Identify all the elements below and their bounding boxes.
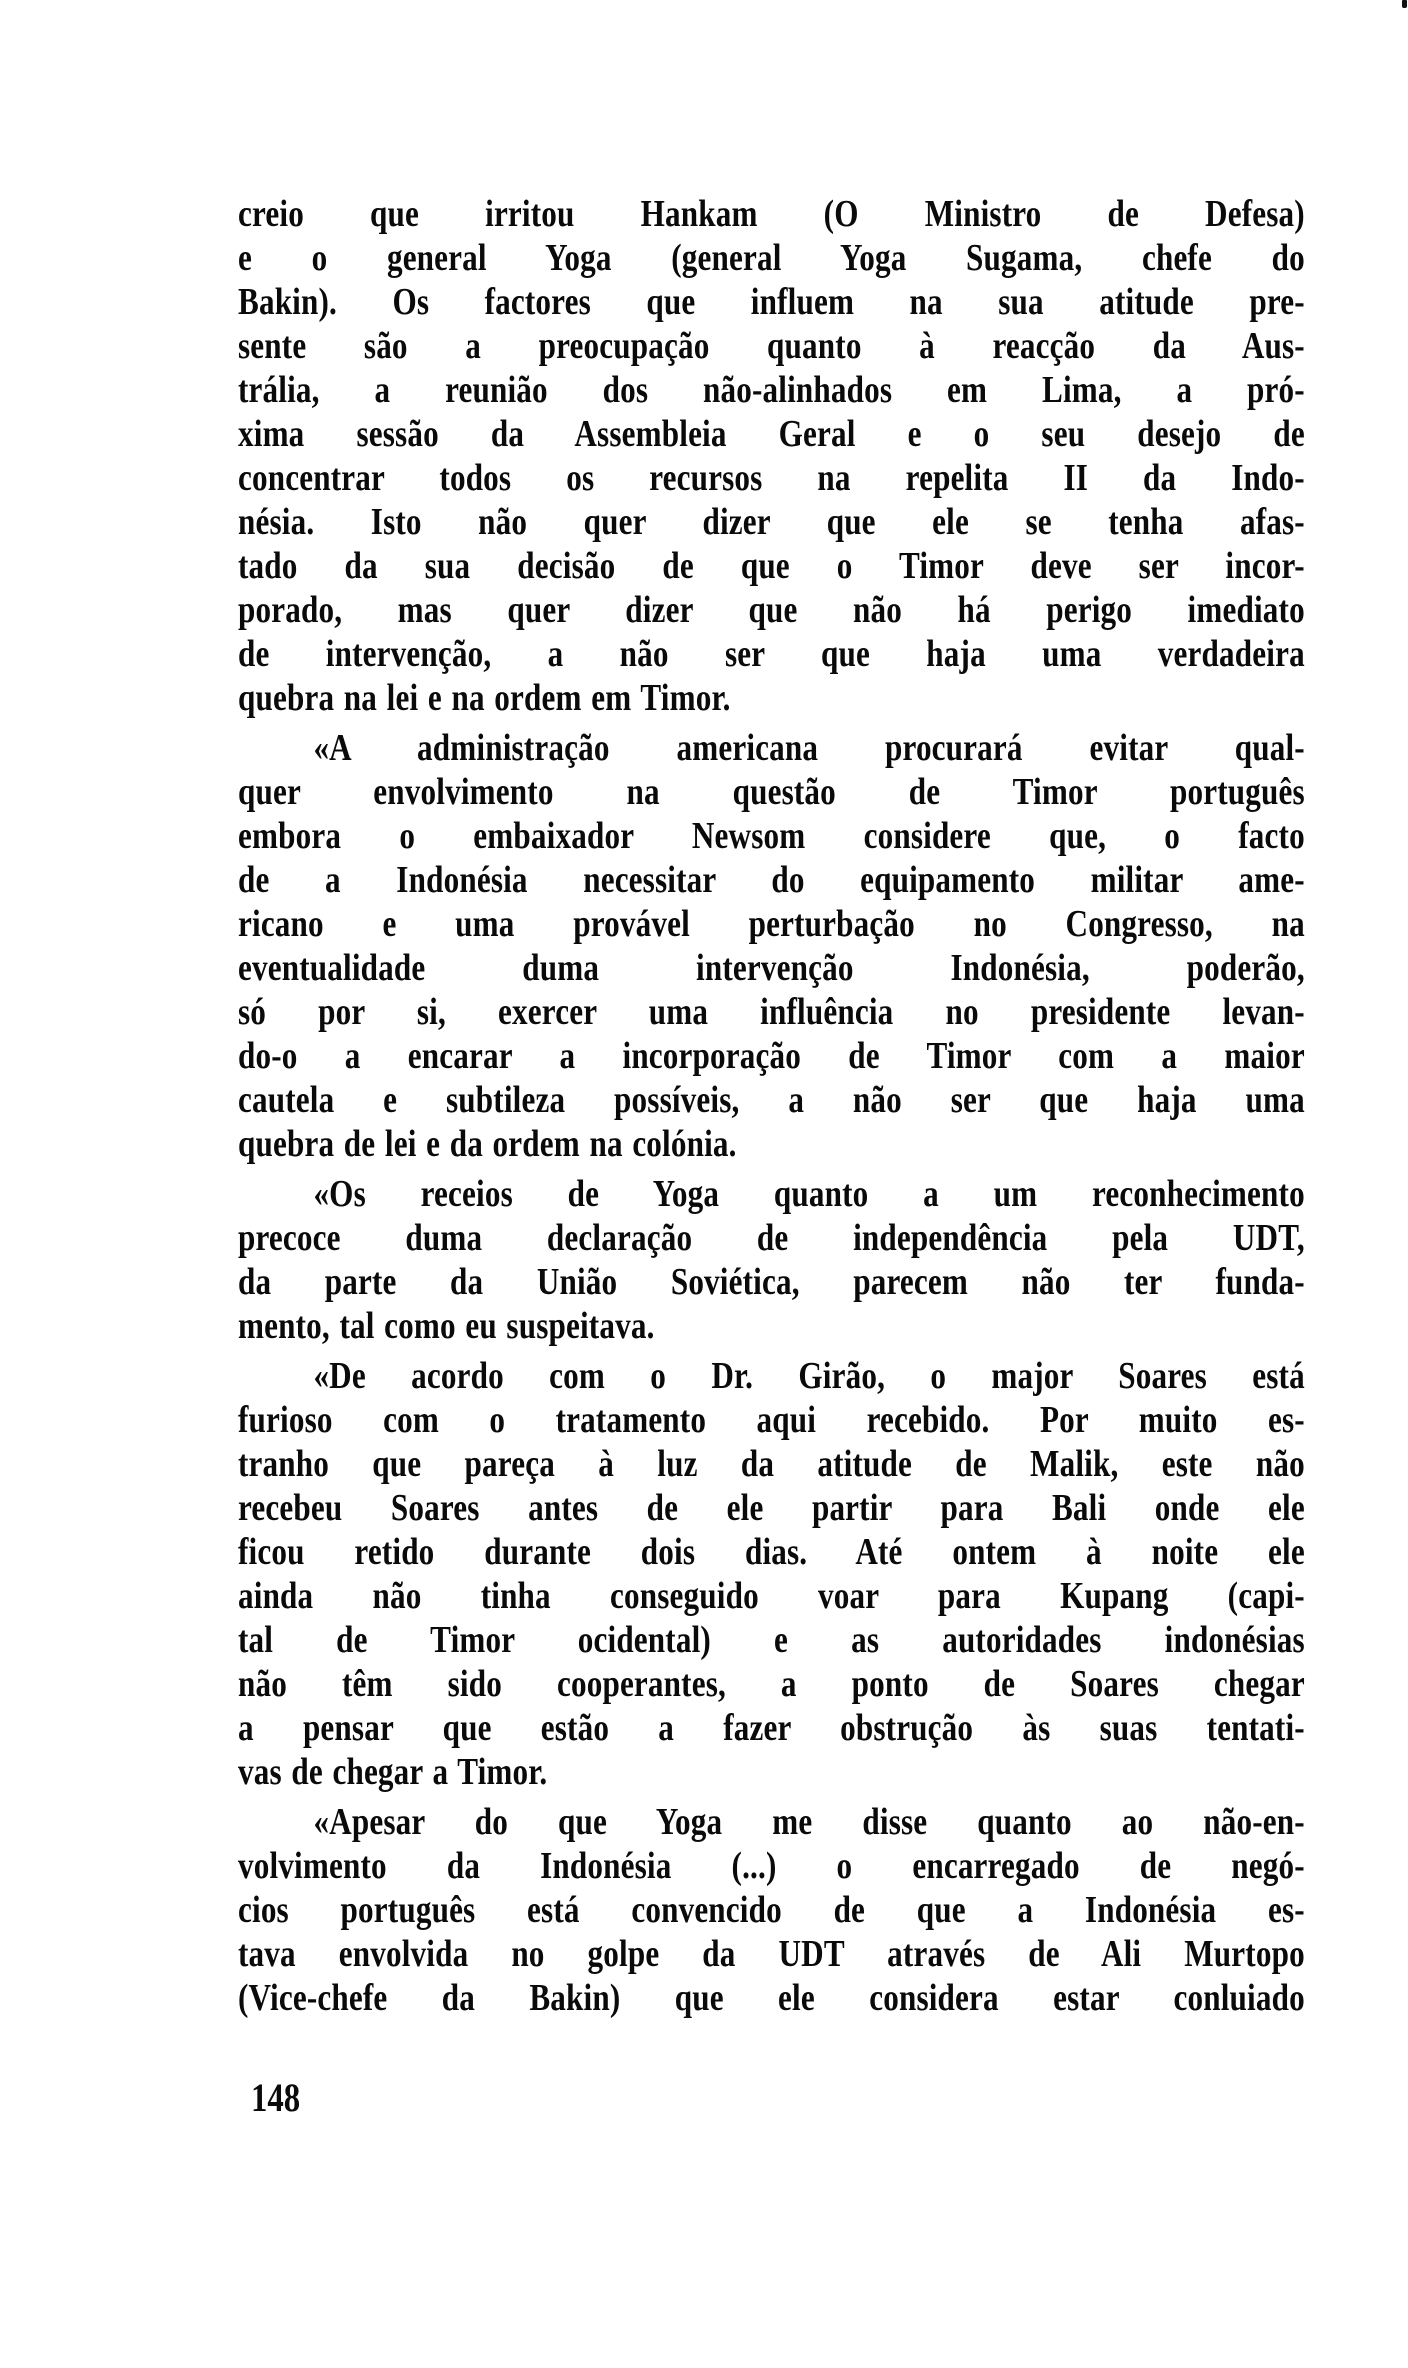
text-line: sente são a preocupação quanto à reacção da Aus-	[238, 325, 1305, 367]
text-line: embora o embaixador Newsom considere que, o facto	[238, 815, 1305, 857]
page-number: 148	[251, 2075, 301, 2120]
paragraph-3	[238, 1172, 1305, 1348]
text-line: e o general Yoga (general Yoga Sugama, chefe do	[238, 237, 1305, 279]
text-line: vas de chegar a Timor.	[238, 1751, 548, 1793]
text-line: tava envolvida no golpe da UDT através de Ali Murtopo	[238, 1933, 1305, 1975]
scan-artifact	[1402, 0, 1407, 8]
text-line: eventualidade duma intervenção Indonésia, poderão,	[238, 947, 1305, 989]
text-line: tranho que pareça à luz da atitude de Malik, este não	[238, 1443, 1305, 1485]
paragraph-1	[238, 192, 1305, 720]
text-line: de a Indonésia necessitar do equipamento militar ame-	[238, 859, 1305, 901]
text-line: tado da sua decisão de que o Timor deve ser incor-	[238, 545, 1305, 587]
text-line: trália, a reunião dos não-alinhados em Lima, a pró-	[238, 369, 1305, 411]
text-line: «Apesar do que Yoga me disse quanto ao não-en-	[313, 1801, 1305, 1843]
text-line: ficou retido durante dois dias. Até ontem à noite ele	[238, 1531, 1305, 1573]
text-line: quer envolvimento na questão de Timor português	[238, 771, 1305, 813]
paragraph-5	[238, 1800, 1305, 2020]
text-line: furioso com o tratamento aqui recebido. Por muito es-	[238, 1399, 1305, 1441]
text-line: quebra de lei e da ordem na colónia.	[238, 1123, 737, 1165]
text-line: «Os receios de Yoga quanto a um reconhecimento	[313, 1173, 1305, 1215]
text-line: «A administração americana procurará evitar qual-	[313, 727, 1305, 769]
text-line: xima sessão da Assembleia Geral e o seu desejo de	[238, 413, 1305, 455]
text-line: volvimento da Indonésia (...) o encarregado de negó-	[238, 1845, 1305, 1887]
text-line: Bakin). Os factores que influem na sua atitude pre-	[238, 281, 1305, 323]
text-line: precoce duma declaração de independência pela UDT,	[238, 1217, 1305, 1259]
text-line: de intervenção, a não ser que haja uma verdadeira	[238, 633, 1305, 675]
body-text	[238, 192, 1305, 2020]
text-line: concentrar todos os recursos na repelita II da Indo-	[238, 457, 1305, 499]
text-line: ainda não tinha conseguido voar para Kupang (capi-	[238, 1575, 1305, 1617]
text-line: cautela e subtileza possíveis, a não ser que haja uma	[238, 1079, 1305, 1121]
paragraph-2	[238, 726, 1305, 1166]
text-line: recebeu Soares antes de ele partir para Bali onde ele	[238, 1487, 1305, 1529]
text-line: cios português está convencido de que a Indonésia es-	[238, 1889, 1305, 1931]
text-line: não têm sido cooperantes, a ponto de Soares chegar	[238, 1663, 1305, 1705]
text-line: creio que irritou Hankam (O Ministro de Defesa)	[238, 193, 1305, 235]
text-line: (Vice-chefe da Bakin) que ele considera estar conluiado	[238, 1977, 1305, 2019]
text-line: «De acordo com o Dr. Girão, o major Soares está	[313, 1355, 1305, 1397]
text-line: nésia. Isto não quer dizer que ele se tenha afas-	[238, 501, 1305, 543]
text-line: mento, tal como eu suspeitava.	[238, 1305, 655, 1347]
text-line: a pensar que estão a fazer obstrução às suas tentati-	[238, 1707, 1305, 1749]
text-line: só por si, exercer uma influência no presidente levan-	[238, 991, 1305, 1033]
text-line: ricano e uma provável perturbação no Congresso, na	[238, 903, 1305, 945]
text-line: tal de Timor ocidental) e as autoridades indonésias	[238, 1619, 1305, 1661]
text-line: do-o a encarar a incorporação de Timor com a maior	[238, 1035, 1305, 1077]
paragraph-4	[238, 1354, 1305, 1794]
text-line: quebra na lei e na ordem em Timor.	[238, 677, 731, 719]
text-line: porado, mas quer dizer que não há perigo imediato	[238, 589, 1305, 631]
text-line: da parte da União Soviética, parecem não ter funda-	[238, 1261, 1305, 1303]
